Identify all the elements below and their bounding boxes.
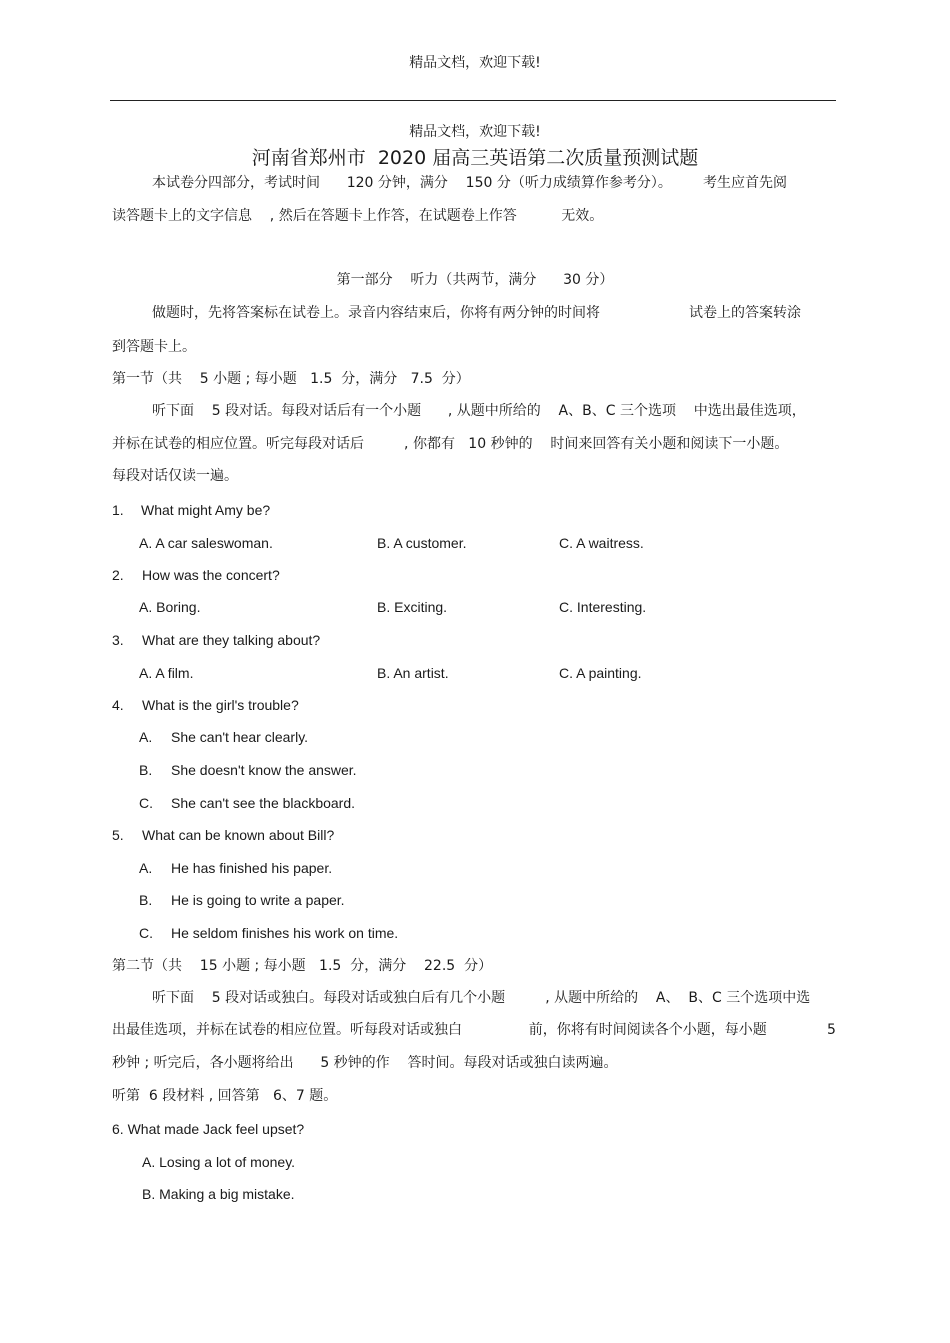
question-2-option-a: A. Boring.: [139, 599, 201, 615]
question-3-option-a: A. A film.: [139, 665, 194, 681]
section1-instructions-line-3: 每段对话仅读一遍。: [112, 468, 238, 484]
question-1-option-a: A. A car saleswoman.: [139, 535, 273, 551]
question-4-option-b: She doesn't know the answer.: [171, 762, 357, 778]
section1-heading: 第一节（共 5 小题 ; 每小题 1.5 分，满分 7.5 分）: [112, 371, 470, 387]
question-4-number: 4.: [112, 697, 124, 713]
page-header: 精品文档，欢迎下载!: [409, 55, 541, 71]
question-2-text: How was the concert?: [142, 567, 280, 583]
intro-line-1: 本试卷分四部分，考试时间 120 分钟，满分 150 分（听力成绩算作参考分）。 考生应首先阅: [152, 175, 787, 191]
question-3-option-b: B. An artist.: [377, 665, 449, 681]
section2-instructions-line-3: 秒钟 ; 听完后，各小题将给出 5 秒钟的作 答时间。每段对话或独白读两遍。: [112, 1055, 618, 1071]
question-2-number: 2.: [112, 567, 124, 583]
question-6-text: 6. What made Jack feel upset?: [112, 1121, 305, 1137]
question-4-option-b-label: B.: [139, 762, 153, 778]
section2-heading: 第二节（共 15 小题 ; 每小题 1.5 分，满分 22.5 分）: [112, 958, 493, 974]
part1-heading: 第一部分 听力（共两节，满分 30 分）: [336, 272, 614, 288]
question-1-number: 1.: [112, 502, 124, 518]
material-6-note: 听第 6 段材料 , 回答第 6、7 题。: [112, 1088, 338, 1104]
section2-instructions-line-1: 听下面 5 段对话或独白。每段对话或独白后有几个小题 , 从题中所给的 A、 B、C 三个选项中选: [152, 990, 811, 1006]
question-1-text: What might Amy be?: [141, 502, 271, 518]
section1-instructions-line-1: 听下面 5 段对话。每段对话后有一个小题 , 从题中所给的 A、B、C 三个选项 中选出最佳选项，: [152, 403, 806, 419]
question-5-number: 5.: [112, 827, 124, 843]
question-5-option-a: He has finished his paper.: [171, 860, 333, 876]
question-6-option-b: B. Making a big mistake.: [142, 1186, 295, 1202]
question-4-option-c: She can't see the blackboard.: [171, 795, 356, 811]
intro-line-2: 读答题卡上的文字信息 , 然后在答题卡上作答，在试题卷上作答 无效。: [112, 208, 604, 224]
question-2-option-c: C. Interesting.: [559, 599, 647, 615]
question-3-number: 3.: [112, 632, 124, 648]
question-4-option-c-label: C.: [139, 795, 153, 811]
question-1-option-b: B. A customer.: [377, 535, 467, 551]
question-3-option-c: C. A painting.: [559, 665, 642, 681]
question-3-text: What are they talking about?: [142, 632, 321, 648]
question-4-text: What is the girl's trouble?: [142, 697, 299, 713]
section2-instructions-line-2-number: 5: [827, 1022, 836, 1038]
section1-instructions-line-2: 并标在试卷的相应位置。听完每段对话后 , 你都有 10 秒钟的 时间来回答有关小题和阅读下一小题。: [112, 436, 789, 452]
part1-instructions-line-1: 做题时，先将答案标在试卷上。录音内容结束后，你将有两分钟的时间将 试卷上的答案转涂: [152, 305, 802, 321]
question-1-option-c: C. A waitress.: [559, 535, 644, 551]
question-2-option-b: B. Exciting.: [377, 599, 448, 615]
part1-instructions-line-2: 到答题卡上。: [112, 339, 196, 355]
question-6-option-a: A. Losing a lot of money.: [142, 1154, 296, 1170]
exam-title: 河南省郑州市 2020 届高三英语第二次质量预测试题: [251, 147, 699, 169]
header-divider: [110, 100, 836, 101]
question-4-option-a-label: A.: [139, 729, 153, 745]
question-5-option-c-label: C.: [139, 925, 153, 941]
question-5-option-b: He is going to write a paper.: [171, 892, 345, 908]
question-5-option-c: He seldom finishes his work on time.: [171, 925, 399, 941]
question-4-option-a: She can't hear clearly.: [171, 729, 309, 745]
section2-instructions-line-2: 出最佳选项，并标在试卷的相应位置。听每段对话或独白 前，你将有时间阅读各个小题，每小题: [112, 1022, 767, 1038]
question-5-option-b-label: B.: [139, 892, 153, 908]
question-5-text: What can be known about Bill?: [142, 827, 335, 843]
question-5-option-a-label: A.: [139, 860, 153, 876]
sub-header: 精品文档，欢迎下载!: [409, 124, 541, 140]
